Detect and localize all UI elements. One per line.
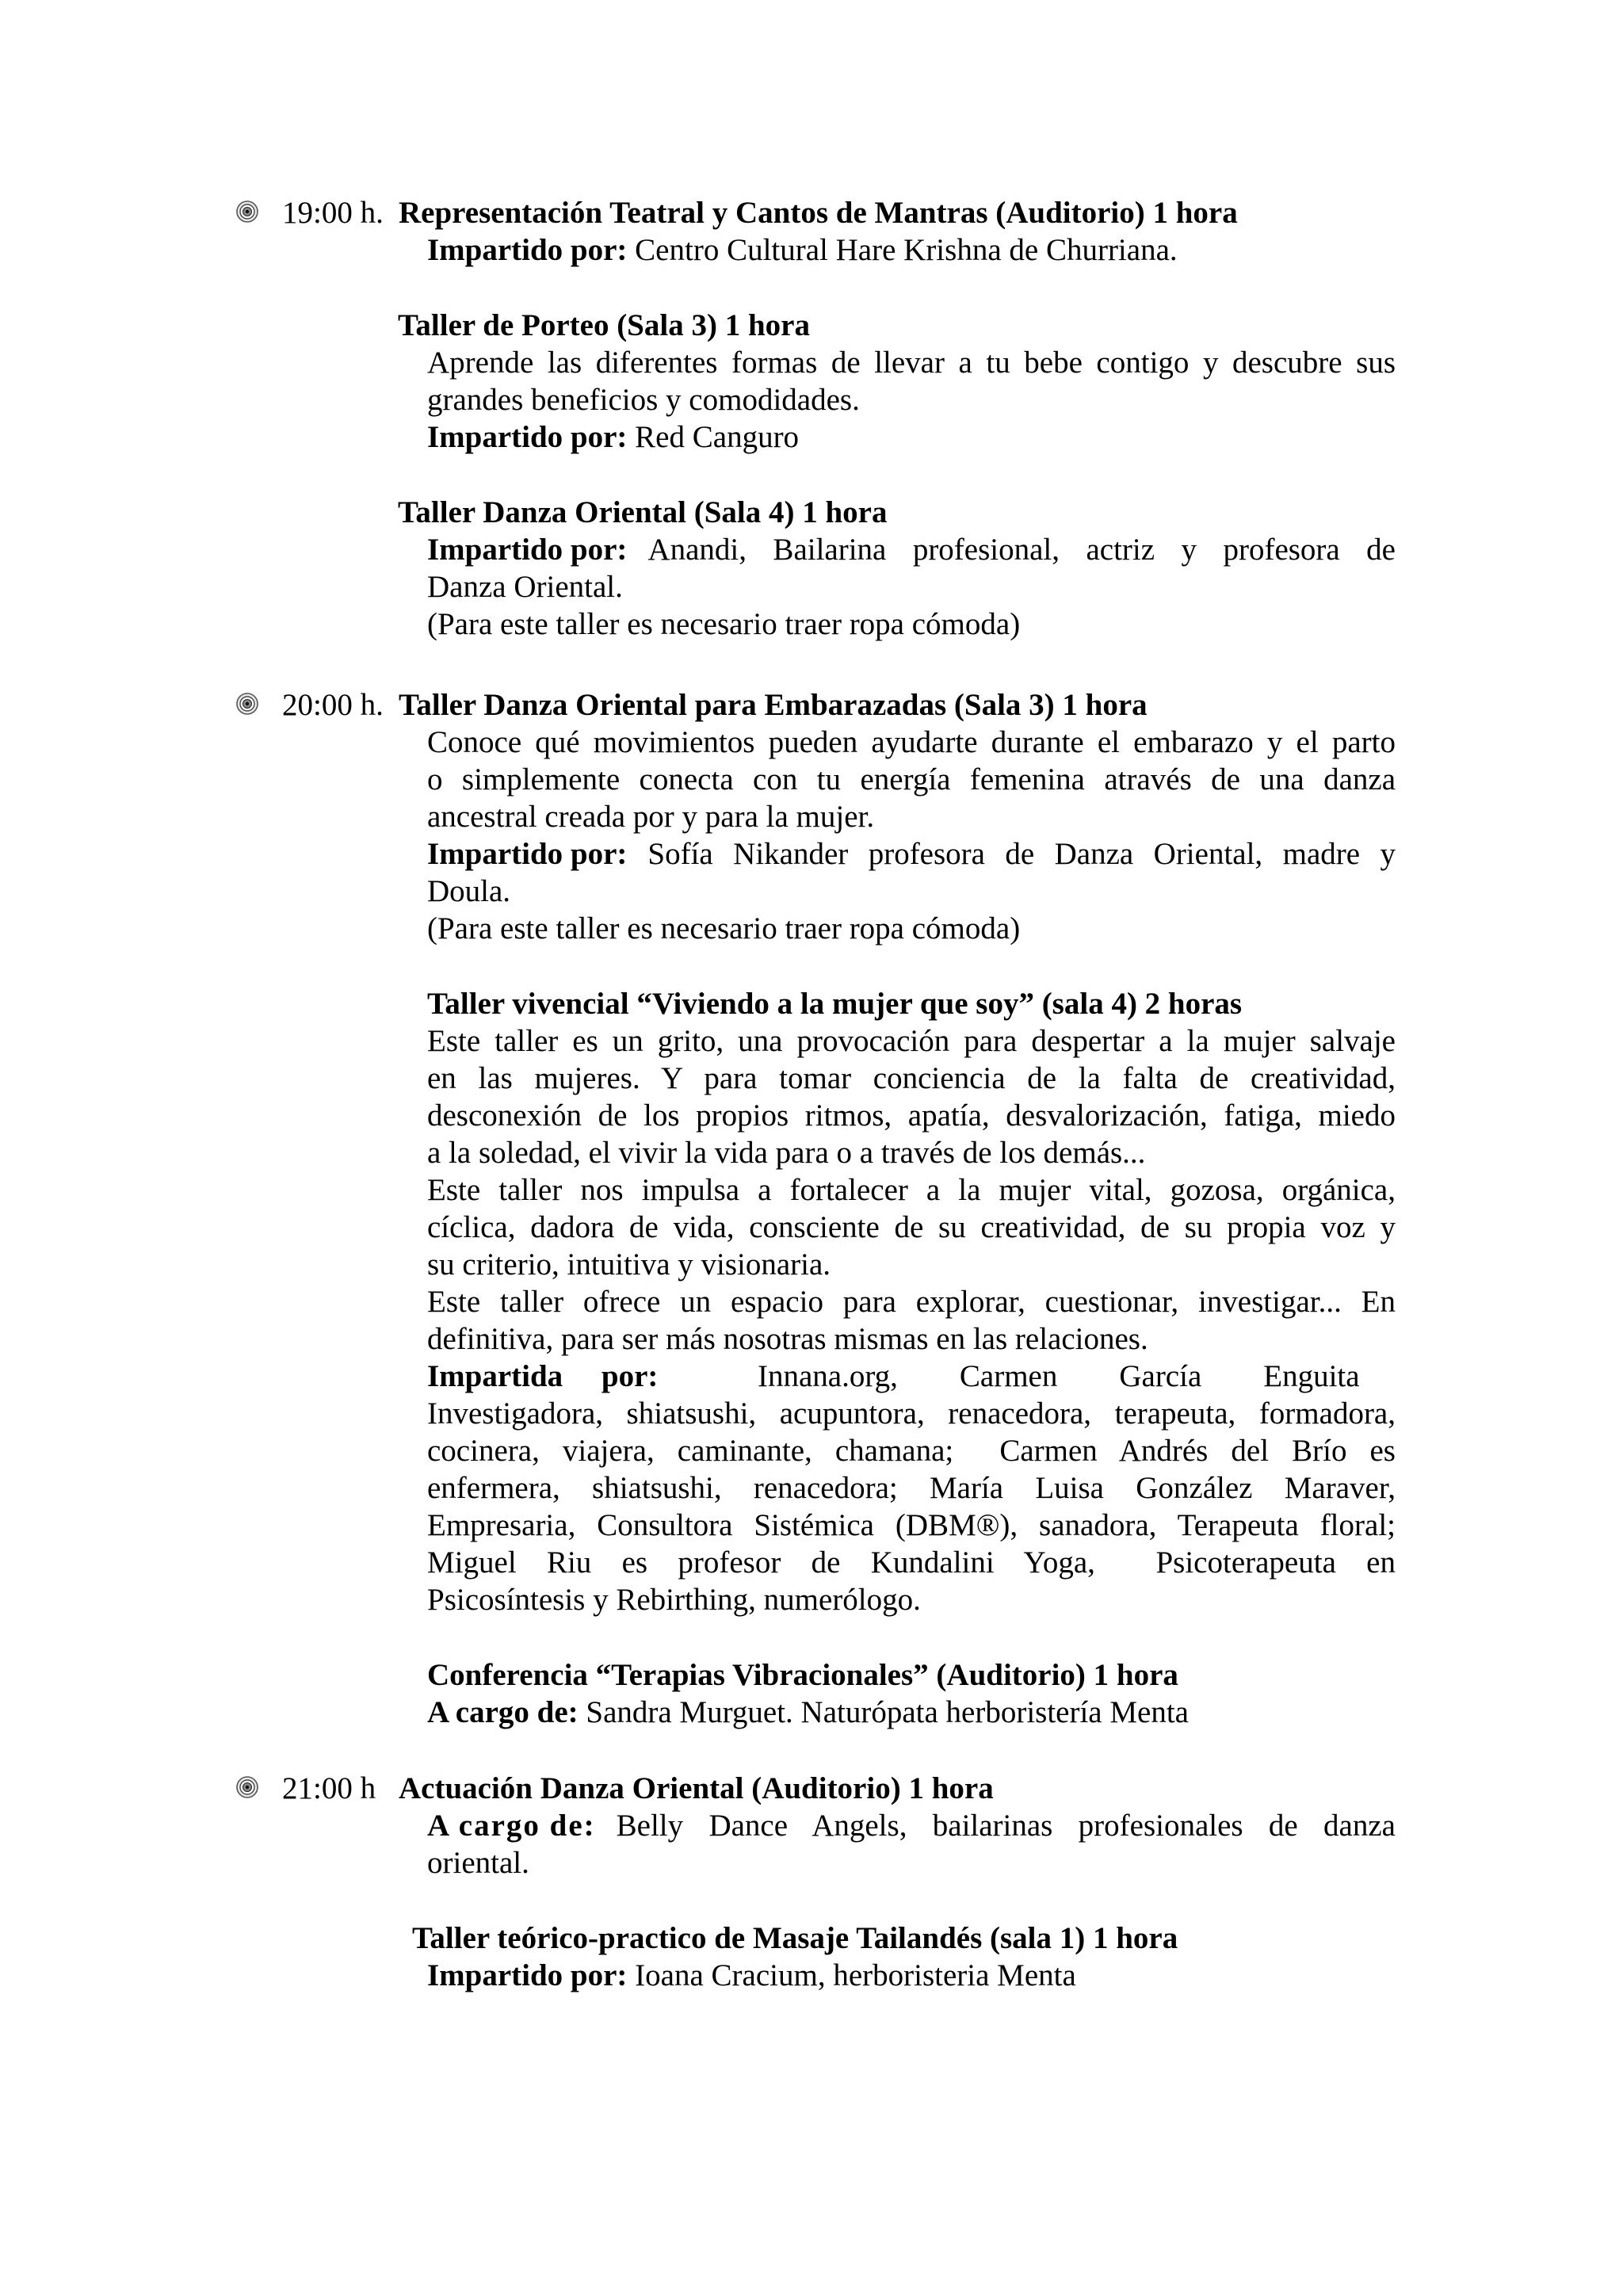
- slot-time: 20:00 h.: [282, 688, 384, 722]
- event-credit-line: cocinera, viajera, caminante, chamana; Carmen Andrés del Brío es: [427, 1434, 1396, 1468]
- event-title: Taller Danza Oriental (Sala 4) 1 hora: [398, 495, 888, 529]
- event-description-line: a la soledad, el vivir la vida para o a través de los demás...: [427, 1136, 1146, 1170]
- rosette-bullet-icon: [235, 692, 259, 716]
- slot-time: 19:00 h.: [282, 196, 384, 230]
- event-description-line: o simplemente conecta con tu energía femenina através de una danza: [427, 762, 1396, 797]
- event-credit: Impartido por: Sofía Nikander profesora de Danza Oriental, madre y: [427, 837, 1396, 871]
- event-credit-continued: Doula.: [427, 874, 511, 908]
- event-credit-line: Investigadora, shiatsushi, acupuntora, renacedora, terapeuta, formadora,: [427, 1396, 1396, 1431]
- event-credit-label: Impartida por:: [427, 1359, 659, 1393]
- event-title: Taller de Porteo (Sala 3) 1 hora: [398, 308, 810, 342]
- event-credit-continued: Danza Oriental.: [427, 570, 623, 604]
- event-title: Representación Teatral y Cantos de Mantras (Auditorio) 1 hora: [399, 196, 1238, 230]
- event-description-line: ancestral creada por y para la mujer.: [427, 800, 875, 834]
- event-title: Actuación Danza Oriental (Auditorio) 1 hora: [399, 1771, 994, 1805]
- event-note: (Para este taller es necesario traer ropa cómoda): [427, 911, 1021, 946]
- event-credit-first-line: Innana.org, Carmen García Enguita: [758, 1359, 1360, 1393]
- event-description-line: Conoce qué movimientos pueden ayudarte durante el embarazo y el parto: [427, 725, 1396, 759]
- event-description-line: Este taller es un grito, una provocación para despertar a la mujer salvaje: [427, 1024, 1396, 1058]
- event-description-line: Este taller nos impulsa a fortalecer a la mujer vital, gozosa, orgánica,: [427, 1173, 1396, 1207]
- event-credit: Impartido por: Ioana Cracium, herboristeria Menta: [427, 1958, 1076, 1992]
- event-credit-line: Miguel Riu es profesor de Kundalini Yoga, Psicoterapeuta en: [427, 1545, 1396, 1580]
- event-credit: Impartido por: Anandi, Bailarina profesional, actriz y profesora de: [427, 533, 1396, 567]
- event-description-line: Este taller ofrece un espacio para explorar, cuestionar, investigar... En: [427, 1285, 1396, 1319]
- event-description-line: cíclica, dadora de vida, consciente de su creatividad, de su propia voz y: [427, 1210, 1396, 1244]
- event-credit: A cargo de: Belly Dance Angels, bailarinas profesionales de danza: [427, 1809, 1396, 1843]
- event-title: Taller vivencial “Viviendo a la mujer que soy” (sala 4) 2 horas: [427, 987, 1243, 1021]
- event-description-line: desconexión de los propios ritmos, apatía, desvalorización, fatiga, miedo: [427, 1098, 1396, 1133]
- slot-time: 21:00 h: [282, 1771, 376, 1805]
- event-description-line: Aprende las diferentes formas de llevar a tu bebe contigo y descubre sus: [427, 346, 1396, 380]
- event-description-line: grandes beneficios y comodidades.: [427, 383, 860, 417]
- event-title: Taller teórico-practico de Masaje Tailandés (sala 1) 1 hora: [412, 1921, 1178, 1955]
- event-note: (Para este taller es necesario traer ropa cómoda): [427, 607, 1021, 641]
- event-credit-line: enfermera, shiatsushi, renacedora; María Luisa González Maraver,: [427, 1471, 1396, 1505]
- event-title: Conferencia “Terapias Vibracionales” (Auditorio) 1 hora: [427, 1658, 1178, 1692]
- event-credit-continued: oriental.: [427, 1846, 529, 1880]
- event-description-line: su criterio, intuitiva y visionaria.: [427, 1247, 831, 1282]
- rosette-bullet-icon: [235, 200, 259, 223]
- event-credit: Impartido por: Centro Cultural Hare Krishna de Churriana.: [427, 233, 1178, 267]
- event-description-line: definitiva, para ser más nosotras mismas en las relaciones.: [427, 1322, 1148, 1356]
- rosette-bullet-icon: [235, 1775, 259, 1799]
- event-description-line: en las mujeres. Y para tomar conciencia de la falta de creatividad,: [427, 1061, 1396, 1095]
- event-credit-line: Psicosíntesis y Rebirthing, numerólogo.: [427, 1583, 921, 1617]
- event-credit: Impartido por: Red Canguro: [427, 420, 800, 454]
- event-credit: A cargo de: Sandra Murguet. Naturópata herboristería Menta: [427, 1695, 1189, 1729]
- event-title: Taller Danza Oriental para Embarazadas (Sala 3) 1 hora: [399, 688, 1148, 722]
- event-credit-line: Empresaria, Consultora Sistémica (DBM®), sanadora, Terapeuta floral;: [427, 1508, 1396, 1542]
